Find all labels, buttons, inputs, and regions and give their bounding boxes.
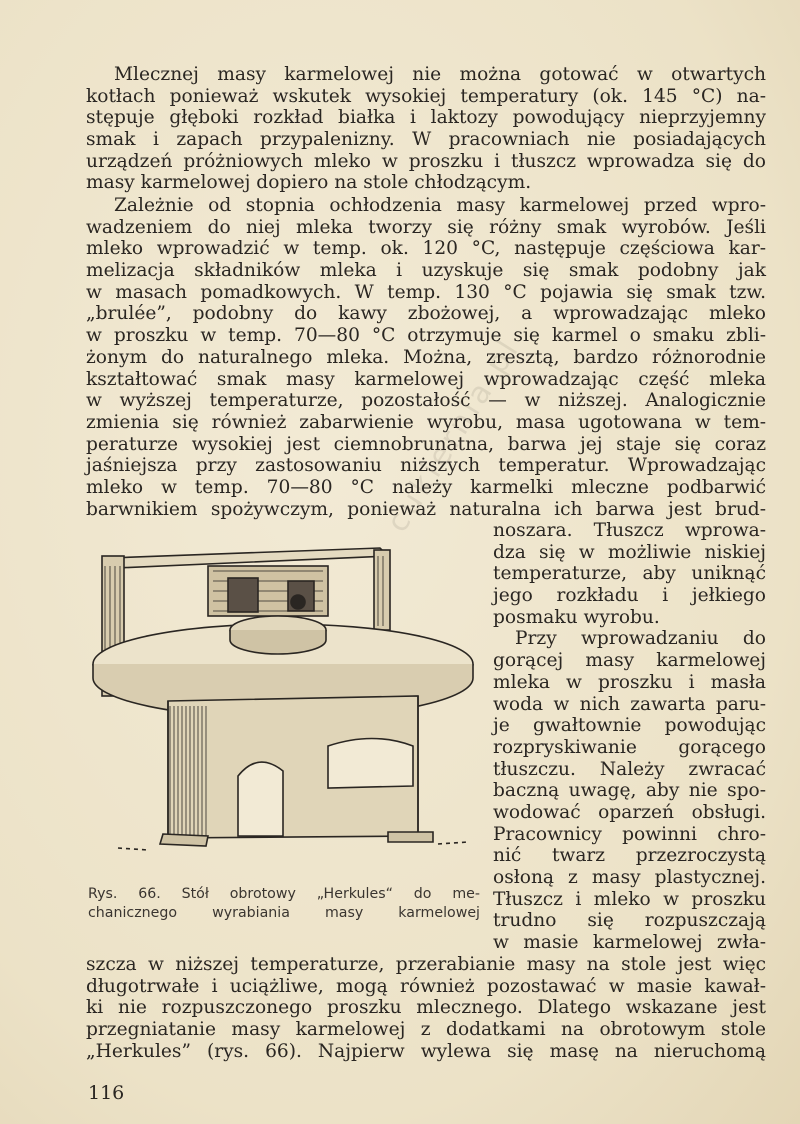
text-line: je gwałtownie powodując [493, 715, 766, 737]
text-line: osłoną z masy plastycznej. [493, 867, 766, 888]
text-line: smak i zapach przypalenizny. W pracowniach nie posiadających [86, 129, 766, 151]
text-line: mleko w temp. 70—80 °C należy karmelki mleczne podbarwić [86, 476, 766, 498]
page-number: 116 [88, 1082, 125, 1104]
text-line: ki nie rozpuszczonego proszku mlecznego. Dlatego wskazane jest [86, 997, 766, 1019]
text-line: Tłuszcz i mleko w proszku [493, 888, 766, 910]
text-line: masy karmelowej dopiero na stole chłodzącym. [86, 172, 532, 194]
text-line: Przy wprowadzaniu do [515, 628, 766, 650]
text-line: barwnikiem spożywczym, ponieważ naturalna ich barwa jest brud- [86, 498, 766, 520]
text-line: nić twarz przezroczystą [493, 845, 766, 867]
text-line: peraturze wysokiej jest ciemnobrunatna, barwa jej staje się coraz [86, 433, 766, 455]
caption-line: chanicznego wyrabiania masy karmelowej [88, 905, 480, 921]
text-line: posmaku wyrobu. [493, 606, 660, 628]
text-line: w proszku w temp. 70—80 °C otrzymuje się karmel o smaku zbli- [86, 325, 766, 347]
text-line: Pracownicy powinni chro- [493, 823, 766, 845]
text-line: mleka w proszku i masła [493, 671, 766, 693]
text-line: melizacja składników mleka i uzyskuje się smak podobny jak [86, 260, 766, 282]
text-line: żonym do naturalnego mleka. Można, zresztą, bardzo różnorodnie [86, 346, 766, 368]
text-line: dza się w możliwie niskiej [493, 541, 766, 563]
paragraph-bottom [86, 954, 766, 1062]
text-line: stępuje głęboki rozkład białka i laktozy powodujący nieprzyjemny [86, 107, 766, 129]
text-line: szcza w niższej temperaturze, przerabianie masy na stole jest więc [86, 954, 766, 975]
text-line: noszara. Tłuszcz wprowa- [493, 520, 766, 541]
text-line: w masach pomadkowych. W temp. 130 °C pojawia się smak tzw. [86, 281, 766, 303]
text-line: wadzeniem do niej mleka tworzy się różny smak wyrobów. Jeśli [86, 216, 766, 238]
text-line: jego rozkładu i jełkiego [493, 585, 766, 607]
text-line: woda w nich zawarta paru- [493, 693, 766, 715]
text-line: rozpryskiwanie gorącego [493, 736, 766, 758]
text-line: mleko wprowadzić w temp. ok. 120 °C, następuje częściowa kar- [86, 238, 766, 260]
paragraph-2 [86, 195, 766, 520]
text-line: zmienia się również zabarwienie wyrobu, masa ugotowana w tem- [86, 411, 766, 433]
text-line: baczną uwagę, aby nie spo- [493, 780, 766, 802]
text-line: w wyższej temperaturze, pozostałość — w niższej. Analogicznie [86, 390, 766, 412]
text-line: trudno się rozpuszczają [493, 910, 766, 932]
right-column-text [493, 520, 766, 954]
text-line: Mlecznej masy karmelowej nie można gotować w otwartych [114, 64, 766, 85]
text-line: „Herkules” (rys. 66). Najpierw wylewa się masę na nieruchomą [86, 1040, 766, 1062]
text-line: kotłach ponieważ wskutek wysokiej temperatury (ok. 145 °C) na- [86, 85, 766, 107]
watermark: cukiernia.pl [380, 331, 528, 539]
text-line: urządzeń próżniowych mleko w proszku i tłuszcz wprowadza się do [86, 150, 766, 172]
text-line: jaśniejsza przy zastosowaniu niższych temperatur. Wprowadzając [86, 455, 766, 477]
paragraph-1 [86, 64, 766, 194]
text-line: gorącej masy karmelowej [493, 650, 766, 672]
text-line: przegniatanie masy karmelowej z dodatkami na obrotowym stole [86, 1019, 766, 1041]
text-line: długotrwałe i uciążliwe, mogą również pozostawać w masie kawał- [86, 975, 766, 997]
text-line: temperaturze, aby uniknąć [493, 563, 766, 585]
caption-line: Rys. 66. Stół obrotowy „Herkules“ do me- [88, 886, 480, 902]
rotary-table-illustration [88, 536, 478, 876]
text-line: wodować oparzeń obsługi. [493, 801, 766, 823]
text-line: tłuszczu. Należy zwracać [493, 758, 766, 780]
text-line: Zależnie od stopnia ochłodzenia masy karmelowej przed wpro- [114, 195, 766, 216]
figure-caption [88, 885, 480, 923]
text-line: kształtować smak masy karmelowej wprowadzając część mleka [86, 368, 766, 390]
text-line: w masie karmelowej zwła- [493, 932, 766, 954]
text-line: „brulée”, podobny do kawy zbożowej, a wprowadzając mleko [86, 303, 766, 325]
